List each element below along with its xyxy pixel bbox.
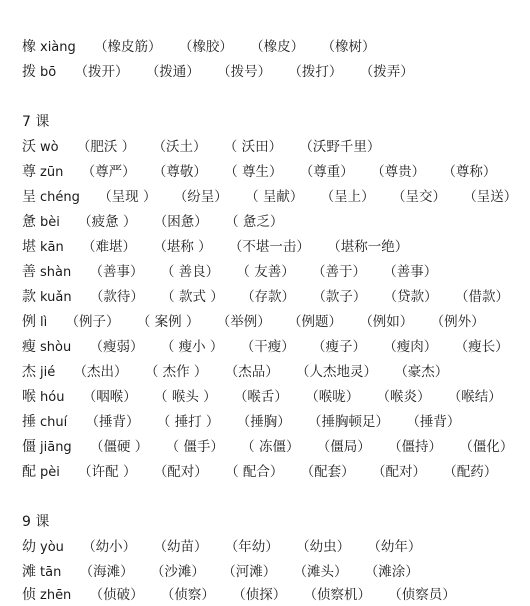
- word-item: （侦察机）: [303, 587, 371, 603]
- word-item: （人杰地灵）: [296, 364, 378, 380]
- entry-pinyin: yòu: [40, 540, 64, 555]
- word-item: （捶背）: [85, 414, 140, 430]
- word-list: [90, 585, 469, 605]
- entry-character: 惫: [22, 214, 36, 230]
- entry-head: [22, 187, 80, 208]
- word-item: （善于）: [312, 264, 366, 280]
- word-item: （年幼）: [224, 539, 279, 555]
- word-item: （橡胶）: [178, 39, 233, 55]
- entry-character: 呈: [22, 189, 36, 205]
- word-list: [82, 237, 421, 257]
- word-item: （ 僵手）: [165, 439, 224, 455]
- vocab-row-tan: [22, 562, 472, 582]
- word-item: （ 瘦小 ）: [160, 339, 224, 355]
- word-list: [90, 337, 522, 357]
- word-item: （拨弄）: [359, 64, 414, 80]
- entry-character: 堪: [22, 239, 36, 255]
- word-item: （ 冻僵）: [241, 439, 300, 455]
- word-item: （难堪）: [82, 239, 137, 255]
- word-item: （疲惫 ）: [78, 214, 137, 230]
- entry-pinyin: kuǎn: [40, 290, 72, 305]
- entry-head: [22, 462, 60, 483]
- word-item: （善事）: [383, 264, 438, 280]
- entry-pinyin: tān: [40, 565, 62, 580]
- entry-character: 善: [22, 264, 36, 280]
- word-item: （杰出）: [73, 364, 128, 380]
- word-item: （存款）: [241, 289, 296, 305]
- word-list: [66, 312, 498, 332]
- word-list: [74, 362, 462, 382]
- entry-character: 幼: [22, 539, 36, 555]
- word-item: （捶背）: [406, 414, 461, 430]
- word-item: （尊重）: [299, 164, 354, 180]
- word-item: （ 配合）: [225, 464, 284, 480]
- word-item: （ 尊生）: [224, 164, 283, 180]
- entry-character: 沃: [22, 139, 36, 155]
- word-item: （幼小）: [82, 539, 137, 555]
- word-item: （困惫）: [153, 214, 208, 230]
- word-item: （肥沃 ）: [76, 139, 136, 155]
- word-item: （例题）: [288, 314, 343, 330]
- entry-pinyin: chuí: [40, 415, 68, 430]
- word-item: （橡皮）: [250, 39, 305, 55]
- word-item: （侦探）: [232, 587, 287, 603]
- word-item: （举例）: [216, 314, 271, 330]
- vocab-row-jiang: [22, 437, 514, 457]
- vocab-row-bei: [22, 212, 472, 232]
- entry-head: [22, 337, 71, 358]
- word-item: （善事）: [89, 264, 144, 280]
- word-list: [98, 187, 530, 207]
- word-item: （拨通）: [145, 64, 200, 80]
- word-item: （幼年）: [367, 539, 422, 555]
- word-item: （幼虫）: [296, 539, 351, 555]
- word-item: （拨号）: [217, 64, 272, 80]
- word-item: （例如）: [359, 314, 414, 330]
- lesson-heading-7: 7 课: [22, 114, 50, 130]
- entry-pinyin: hóu: [40, 390, 65, 405]
- entry-character: 配: [22, 464, 36, 480]
- word-list: [75, 62, 427, 82]
- word-item: （ 友善）: [236, 264, 295, 280]
- word-item: （僵硬 ）: [89, 439, 149, 455]
- word-list: [78, 212, 296, 232]
- word-item: （ 杰作 ）: [144, 364, 208, 380]
- word-item: （僵化）: [459, 439, 514, 455]
- entry-character: 喉: [22, 389, 36, 405]
- word-item: （借款）: [454, 289, 509, 305]
- entry-head: [22, 412, 67, 433]
- word-item: （僵局）: [316, 439, 371, 455]
- word-list: [90, 437, 526, 457]
- entry-character: 杰: [22, 364, 36, 380]
- entry-pinyin: lì: [40, 315, 48, 330]
- entry-pinyin: bō: [40, 65, 57, 80]
- entry-pinyin: zūn: [40, 165, 64, 180]
- vocab-row-kuan: [22, 287, 509, 307]
- word-list: [82, 537, 434, 557]
- word-item: （幼苗）: [153, 539, 208, 555]
- word-item: （配对）: [153, 464, 208, 480]
- entry-head: [22, 162, 63, 183]
- word-item: （豪杰）: [394, 364, 449, 380]
- vocab-row-bo: [22, 62, 472, 82]
- word-item: （喉结）: [447, 389, 502, 405]
- entry-character: 款: [22, 289, 36, 305]
- word-item: （款子）: [312, 289, 367, 305]
- entry-pinyin: jié: [40, 365, 56, 380]
- vocab-row-li: [22, 312, 485, 332]
- word-item: （沃野千里）: [299, 139, 381, 155]
- entry-character: 例: [22, 314, 36, 330]
- word-list: [94, 37, 388, 57]
- entry-head: [22, 62, 56, 83]
- entry-head: [22, 312, 47, 333]
- entry-pinyin: kān: [40, 240, 64, 255]
- word-item: （干瘦）: [240, 339, 295, 355]
- word-item: （堪称 ）: [153, 239, 212, 255]
- entry-character: 拨: [22, 64, 36, 80]
- word-item: （僵持）: [388, 439, 443, 455]
- entry-pinyin: bèi: [40, 215, 60, 230]
- entry-head: [22, 537, 64, 558]
- word-item: （呈交）: [391, 189, 446, 205]
- word-item: （堪称一绝）: [327, 239, 409, 255]
- word-item: （橡树）: [321, 39, 376, 55]
- entry-pinyin: zhēn: [40, 588, 72, 603]
- word-item: （河滩）: [222, 564, 277, 580]
- entry-head: [22, 37, 76, 58]
- entry-pinyin: xiàng: [40, 40, 76, 55]
- word-item: （呈现 ）: [98, 189, 157, 205]
- entry-character: 尊: [22, 164, 36, 180]
- vocab-row-jie: [22, 362, 472, 382]
- word-item: （沙滩）: [150, 564, 205, 580]
- entry-character: 橡: [22, 39, 36, 55]
- entry-head: [22, 262, 71, 283]
- vocab-row-chui: [22, 412, 472, 432]
- word-item: （海滩）: [79, 564, 134, 580]
- vocab-row-cheng: [22, 187, 518, 207]
- word-item: （杰品）: [224, 364, 279, 380]
- vocab-row-wo: [22, 137, 472, 157]
- vocab-row-you: [22, 537, 472, 557]
- word-item: （尊贵）: [371, 164, 426, 180]
- entry-head: [22, 212, 60, 233]
- word-list: [77, 137, 393, 157]
- word-item: （尊敬）: [152, 164, 207, 180]
- word-item: （不堪一击）: [228, 239, 310, 255]
- entry-character: 捶: [22, 414, 36, 430]
- word-item: （滩头）: [293, 564, 348, 580]
- entry-pinyin: shàn: [40, 265, 72, 280]
- vocab-row-shou: [22, 337, 509, 357]
- word-item: （侦察）: [160, 587, 215, 603]
- entry-pinyin: wò: [40, 140, 59, 155]
- vocab-row-zhen: [22, 585, 472, 605]
- entry-head: [22, 437, 72, 458]
- entry-pinyin: chéng: [40, 190, 80, 205]
- entry-pinyin: pèi: [40, 465, 60, 480]
- entry-head: [22, 237, 64, 258]
- word-item: （呈上）: [320, 189, 375, 205]
- word-item: （ 喉头 ）: [154, 389, 217, 405]
- vocab-row-zun: [22, 162, 497, 182]
- entry-pinyin: shòu: [40, 340, 72, 355]
- word-list: [90, 262, 451, 282]
- vocab-row-pei: [22, 462, 498, 482]
- word-item: （瘦弱）: [89, 339, 144, 355]
- entry-head: [22, 387, 64, 408]
- word-item: （配药）: [443, 464, 498, 480]
- word-list: [80, 562, 432, 582]
- word-item: （瘦肉）: [383, 339, 438, 355]
- entry-head: [22, 137, 59, 158]
- entry-character: 侦: [22, 587, 36, 603]
- vocab-row-shan: [22, 262, 472, 282]
- word-item: （捶胸顿足）: [308, 414, 390, 430]
- word-item: （配对）: [371, 464, 426, 480]
- word-item: （侦察员）: [388, 587, 456, 603]
- entry-head: [22, 585, 71, 606]
- word-list: [78, 462, 510, 482]
- word-item: （ 捶打 ）: [156, 414, 220, 430]
- word-item: （喉炎）: [376, 389, 431, 405]
- word-list: [86, 412, 474, 432]
- word-list: [90, 287, 522, 307]
- word-item: （橡皮筋）: [94, 39, 162, 55]
- word-item: （喉舌）: [233, 389, 288, 405]
- word-item: （拨打）: [288, 64, 343, 80]
- word-item: （滩涂）: [364, 564, 419, 580]
- word-item: （纷呈）: [173, 189, 228, 205]
- entry-pinyin: jiāng: [40, 440, 72, 455]
- entry-head: [22, 287, 72, 308]
- word-item: （呈送）: [463, 189, 518, 205]
- word-item: （配套）: [300, 464, 355, 480]
- word-item: （瘦长）: [454, 339, 509, 355]
- word-item: （贷款）: [383, 289, 438, 305]
- word-item: （侦破）: [89, 587, 144, 603]
- word-item: （咽喉）: [82, 389, 137, 405]
- word-item: （ 款式 ）: [161, 289, 224, 305]
- entry-head: [22, 362, 55, 383]
- word-item: （ 案例 ）: [136, 314, 200, 330]
- entry-character: 滩: [22, 564, 36, 580]
- word-item: （尊称）: [442, 164, 497, 180]
- entry-head: [22, 562, 61, 583]
- word-item: （ 惫乏）: [225, 214, 284, 230]
- word-list: [83, 387, 515, 407]
- word-item: （捶胸）: [236, 414, 291, 430]
- word-item: （ 沃田）: [223, 139, 283, 155]
- entry-character: 僵: [22, 439, 36, 455]
- word-item: （尊严）: [81, 164, 136, 180]
- word-item: （沃土）: [152, 139, 207, 155]
- word-item: （ 善良）: [160, 264, 220, 280]
- word-item: （许配 ）: [78, 464, 137, 480]
- word-item: （拨开）: [74, 64, 129, 80]
- entry-character: 瘦: [22, 339, 36, 355]
- word-item: （款待）: [89, 289, 144, 305]
- word-item: （喉咙）: [305, 389, 360, 405]
- vocab-row-xiang: [22, 37, 472, 57]
- lesson-heading-9: 9 课: [22, 514, 50, 530]
- vocab-row-kan: [22, 237, 472, 257]
- word-item: （瘦子）: [312, 339, 366, 355]
- word-item: （ 呈献）: [245, 189, 304, 205]
- word-item: （例子）: [65, 314, 120, 330]
- word-item: （例外）: [430, 314, 485, 330]
- word-list: [82, 162, 510, 182]
- vocab-row-hou: [22, 387, 502, 407]
